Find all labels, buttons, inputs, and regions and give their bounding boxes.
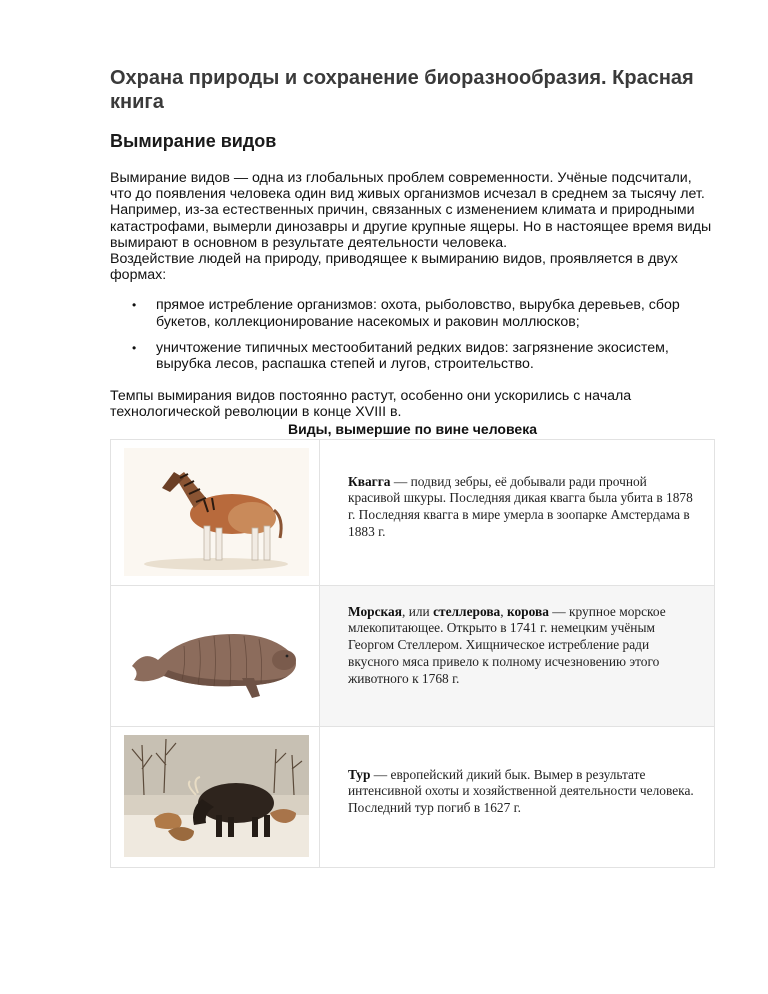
list-item <box>132 297 715 330</box>
section-heading: Вымирание видов <box>110 131 277 151</box>
bullet-icon: • <box>132 340 137 355</box>
bullet-list <box>110 297 715 372</box>
species-name-separator: , или <box>402 603 434 619</box>
table-row <box>111 586 714 727</box>
table-cell-image <box>111 727 320 867</box>
species-name: стеллерова <box>433 603 501 619</box>
table-cell-description <box>320 586 714 726</box>
forms-paragraph: Воздействие людей на природу, приводящее к вымиранию видов, проявляется в двух формах: <box>110 251 678 284</box>
species-description: — подвид зебры, её добывали ради прочной красивой шкуры. Последняя дикая квагга была убита в 1878 г. Последняя квагга в мире умерла в зоопарке Амстердама в 1883 г. <box>348 473 693 540</box>
species-table <box>110 439 715 868</box>
species-description: — крупное морское млекопитающее. Открыто в 1741 г. немецким учёным Георгом Стеллером. Хищническое истребление ради вкусного мяса привело к полному исчезновению этого животного к 1768 г. <box>348 603 666 686</box>
species-name: корова <box>506 603 549 619</box>
table-cell-image <box>111 440 320 585</box>
steller-sea-cow-illustration-icon <box>124 594 309 716</box>
list-item-text: уничтожение типичных местообитаний редких видов: загрязнение экосистем, вырубка лесов, распашка степей и лугов, строительство. <box>156 339 669 373</box>
table-caption: Виды, вымершие по вине человека <box>288 420 537 437</box>
table-row <box>111 727 714 867</box>
table-cell-description <box>320 440 714 585</box>
species-name: Квагга <box>348 473 391 489</box>
intro-paragraph: Вымирание видов — одна из глобальных проблем современности. Учёные подсчитали, что до появления человека один вид живых организмов исчезал в среднем за тысячу лет. Например, из-за естественных причин, связанных с изменением климата и природными катастрофами, вымерли динозавры и другие крупные ящеры. Но в настоящее время виды вымирают в основном в результате деятельности человека. <box>110 170 712 251</box>
species-name: Тур <box>348 766 371 782</box>
table-cell-description <box>320 727 714 867</box>
document-page <box>110 66 715 868</box>
species-name-separator: , <box>500 603 507 619</box>
aurochs-illustration-icon <box>124 735 309 857</box>
table-cell-image <box>111 586 320 726</box>
list-item-text: прямое истребление организмов: охота, рыболовство, вырубка деревьев, сбор букетов, коллекционирование насекомых и раковин моллюсков; <box>156 297 680 330</box>
rate-paragraph: Темпы вымирания видов постоянно растут, особенно они ускорились с начала технологической революции в конце XVIII в. <box>110 388 632 421</box>
list-item <box>132 339 715 373</box>
table-row <box>111 440 714 586</box>
species-name: Морская <box>348 603 403 619</box>
page-title: Охрана природы и сохранение биоразнообразия. Красная книга <box>110 67 694 113</box>
species-description: — европейский дикий бык. Вымер в результате интенсивной охоты и хозяйственной деятельности человека. Последний тур погиб в 1627 г. <box>348 766 694 816</box>
bullet-icon: • <box>132 298 137 313</box>
quagga-illustration-icon <box>124 448 309 576</box>
